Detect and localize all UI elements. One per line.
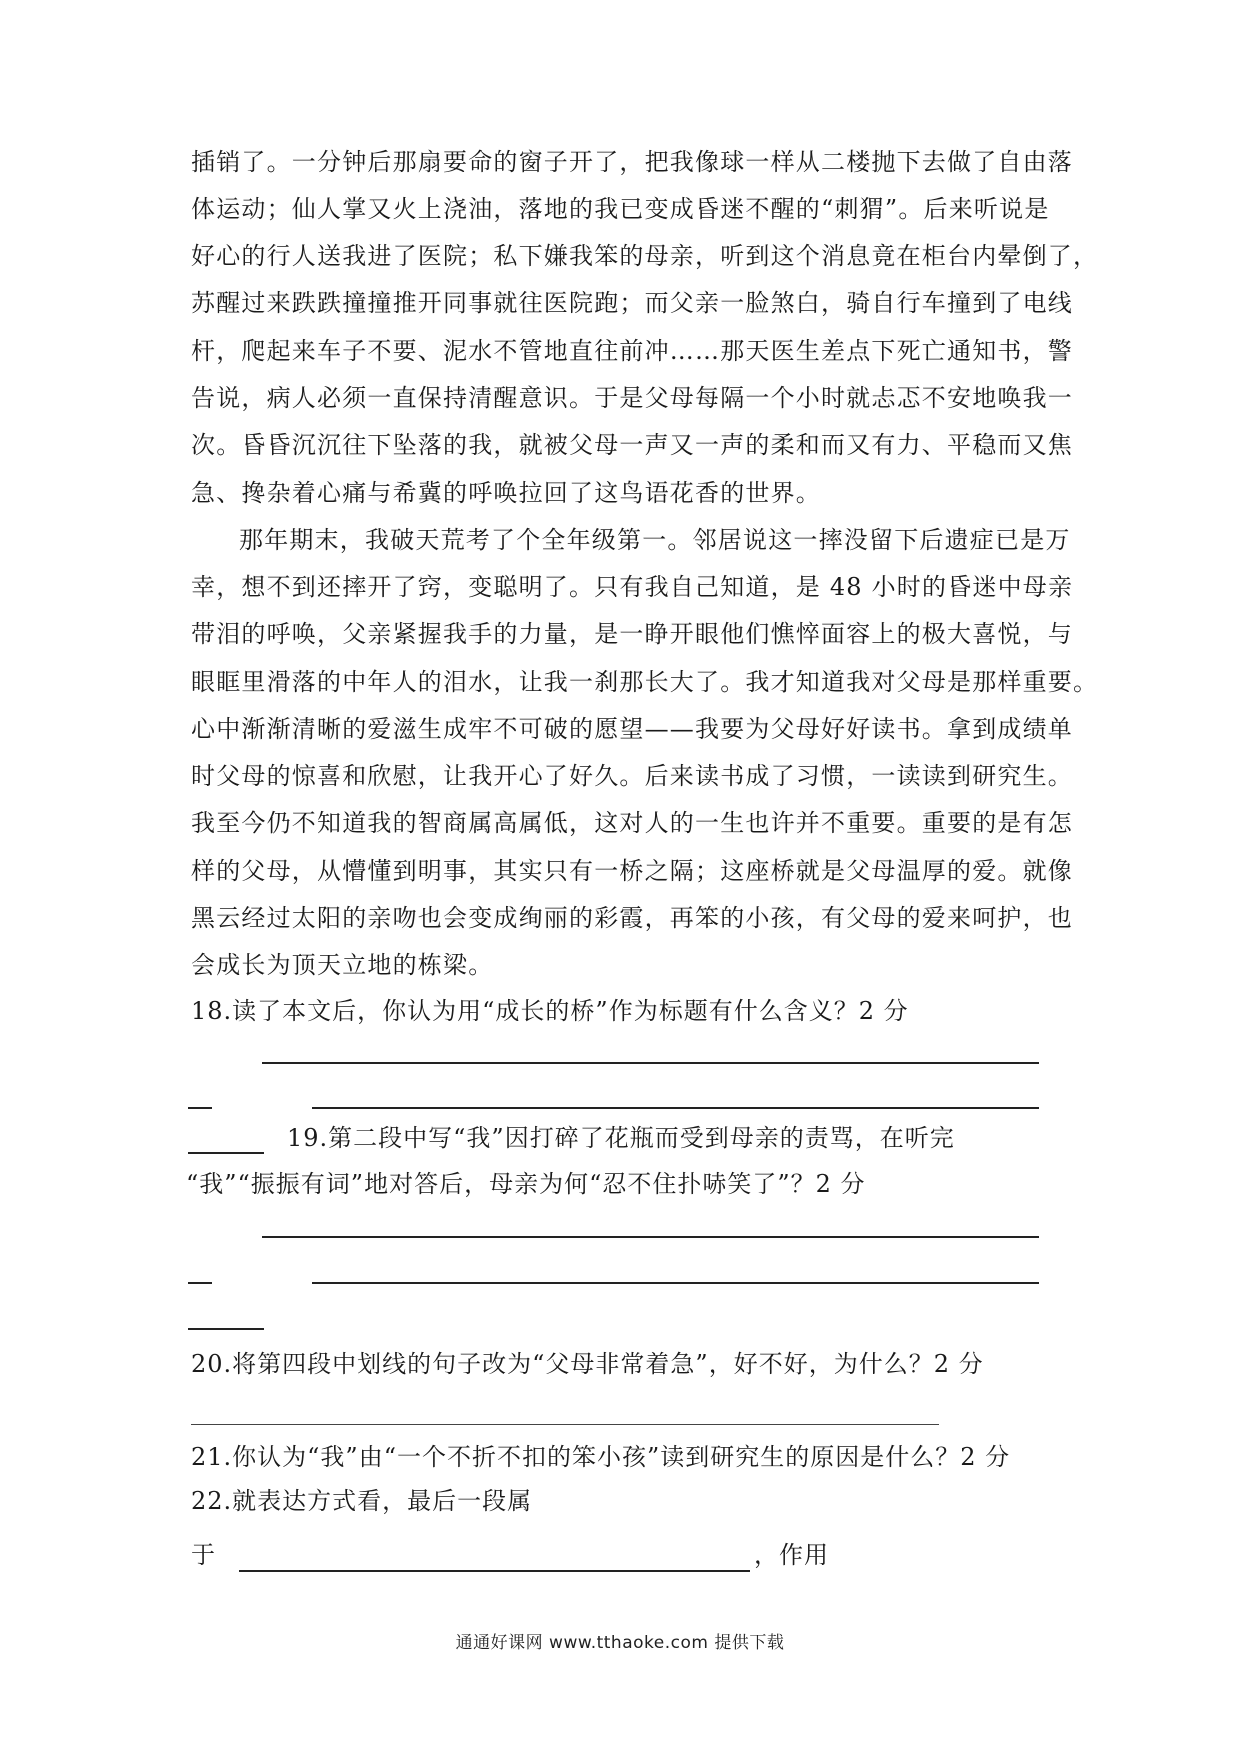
passage-line: 插销了。一分钟后那扇要命的窗子开了，把我像球一样从二楼抛下去做了自由落 [191,148,1073,176]
answer-line-20 [191,1424,939,1425]
passage-line: 幸，想不到还摔开了窍，变聪明了。只有我自己知道，是 48 小时的昏迷中母亲 [191,573,1074,601]
question-21: 21.你认为“我”由“一个不折不扣的笨小孩”读到研究生的原因是什么？2 分 [191,1443,1011,1471]
passage-line: 时父母的惊喜和欣慰，让我开心了好久。后来读书成了习惯，一读读到研究生。 [191,762,1073,790]
passage-line: 会成长为顶天立地的栋梁。 [191,951,494,979]
passage-line: 眼眶里滑落的中年人的泪水，让我一刹那长大了。我才知道我对父母是那样重要。 [191,668,1099,696]
question-22-line1: 22.就表达方式看，最后一段属 [191,1487,533,1515]
passage-line: 急、搀杂着心痛与希冀的呼唤拉回了这鸟语花香的世界。 [191,479,821,507]
question-22-prefix: 于 [191,1541,216,1569]
answer-line-19b [312,1282,1039,1284]
passage-line: 心中渐渐清晰的爱滋生成牢不可破的愿望——我要为父母好好读书。拿到成绩单 [191,715,1073,743]
passage-line: 次。昏昏沉沉往下坠落的我，就被父母一声又一声的柔和而又有力、平稳而又焦 [191,431,1073,459]
answer-line-22 [239,1570,750,1572]
page-footer: 通通好课网 www.tthaoke.com 提供下载 [455,1633,785,1653]
passage-line: 黑云经过太阳的亲吻也会变成绚丽的彩霞，再笨的小孩，有父母的爱来呵护，也 [191,904,1073,932]
answer-line-18a [262,1062,1039,1064]
answer-line-19b-start [188,1282,212,1284]
answer-line-18b [312,1107,1039,1109]
passage-line: 杆，爬起来车子不要、泥水不管地直往前冲……那天医生差点下死亡通知书，警 [191,337,1073,365]
answer-line-19a [262,1236,1039,1238]
passage-line: 告说，病人必须一直保持清醒意识。于是父母每隔一个小时就忐忑不安地唤我一 [191,384,1073,412]
passage-line: 苏醒过来跌跌撞撞推开同事就往医院跑；而父亲一脸煞白，骑自行车撞到了电线 [191,289,1073,317]
passage-line: 我至今仍不知道我的智商属高属低，这对人的一生也许并不重要。重要的是有怎 [191,809,1073,837]
passage-line: 那年期末，我破天荒考了个全年级第一。邻居说这一摔没留下后遗症已是万 [239,526,1071,554]
passage-line: 体运动；仙人掌又火上浇油，落地的我已变成昏迷不醒的“刺猬”。后来听说是 [191,195,1050,223]
answer-line-19c [188,1328,264,1330]
passage-line: 带泪的呼唤，父亲紧握我手的力量，是一睁开眼他们憔悴面容上的极大喜悦，与 [191,620,1073,648]
question-22-suffix: ，作用 [754,1541,829,1569]
answer-line-18b-start [188,1107,212,1109]
passage-line: 样的父母，从懵懂到明事，其实只有一桥之隔；这座桥就是父母温厚的爱。就像 [191,857,1073,885]
question-20: 20.将第四段中划线的句子改为“父母非常着急”，好不好，为什么？2 分 [191,1350,984,1378]
question-19-line1: 19.第二段中写“我”因打碎了花瓶而受到母亲的责骂，在听完 [287,1124,955,1152]
question-19-line2: “我”“振振有词”地对答后，母亲为何“忍不住扑哧笑了”？2 分 [186,1170,866,1198]
passage-line: 好心的行人送我进了医院；私下嫌我笨的母亲，听到这个消息竟在柜台内晕倒了， [191,242,1099,270]
question-18: 18.读了本文后，你认为用“成长的桥”作为标题有什么含义？2 分 [191,997,909,1025]
answer-line-18c [188,1152,264,1154]
